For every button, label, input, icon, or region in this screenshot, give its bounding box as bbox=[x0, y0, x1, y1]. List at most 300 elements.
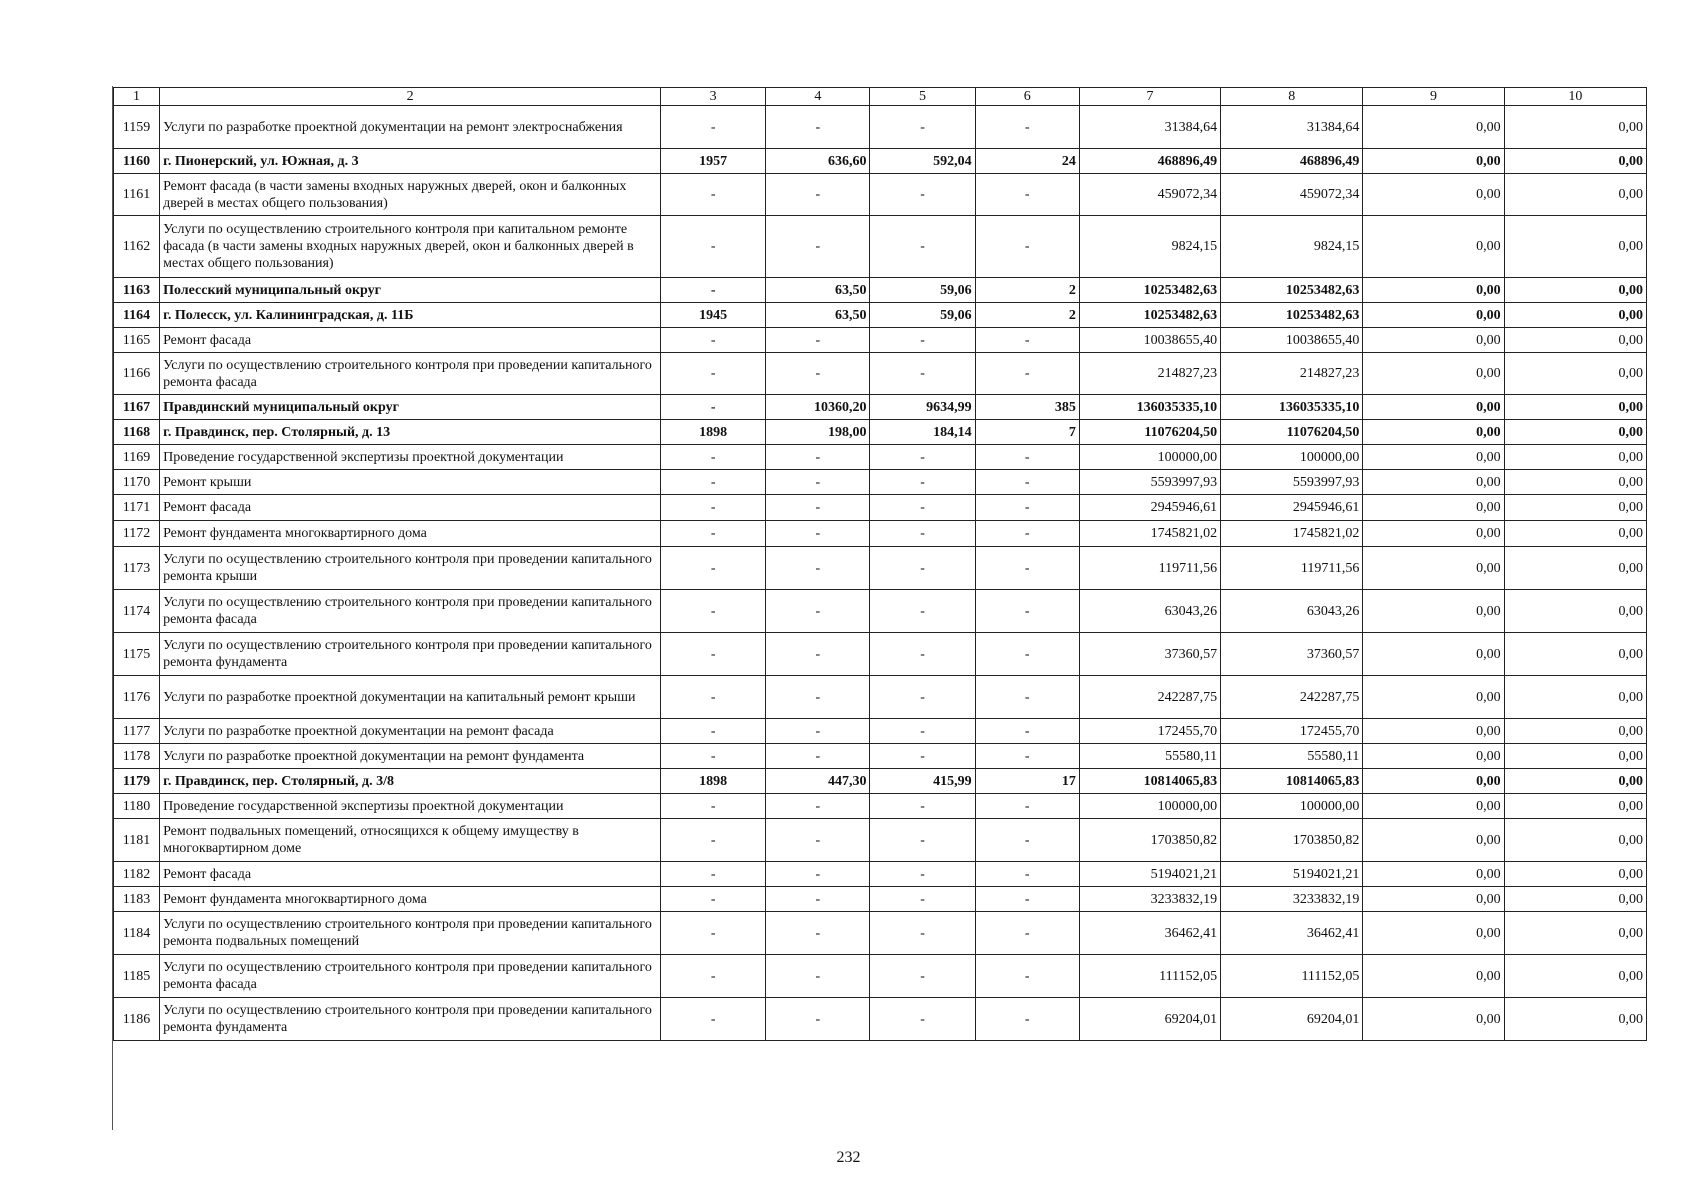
description-cell: Ремонт подвальных помещений, относящихся к общему имуществу в многоквартирном доме bbox=[160, 819, 661, 862]
description-cell: Ремонт фундамента многоквартирного дома bbox=[160, 887, 661, 912]
year-cell: - bbox=[661, 216, 766, 278]
area-total-cell: 63,50 bbox=[766, 278, 870, 303]
table-row bbox=[114, 676, 1647, 719]
cost-budget-cell: 0,00 bbox=[1363, 547, 1504, 590]
row-number-cell: 1162 bbox=[114, 216, 160, 278]
description-cell: Проведение государственной экспертизы проектной документации bbox=[160, 794, 661, 819]
table-row bbox=[114, 278, 1647, 303]
cost-owners-cell: 0,00 bbox=[1504, 420, 1646, 445]
table-row bbox=[114, 353, 1647, 395]
residents-cell: - bbox=[975, 744, 1079, 769]
table-row bbox=[114, 719, 1647, 744]
area-living-cell: - bbox=[870, 744, 975, 769]
cost-fund-cell: 10814065,83 bbox=[1221, 769, 1363, 794]
residents-cell: - bbox=[975, 547, 1079, 590]
area-total-cell: 198,00 bbox=[766, 420, 870, 445]
row-number-cell: 1172 bbox=[114, 521, 160, 547]
cost-owners-cell: 0,00 bbox=[1504, 547, 1646, 590]
cost-fund-cell: 10253482,63 bbox=[1221, 303, 1363, 328]
cost-total-cell: 31384,64 bbox=[1079, 106, 1220, 149]
column-header: 3 bbox=[661, 88, 766, 106]
cost-owners-cell: 0,00 bbox=[1504, 470, 1646, 495]
cost-total-cell: 1703850,82 bbox=[1079, 819, 1220, 862]
year-cell: - bbox=[661, 955, 766, 998]
residents-cell: - bbox=[975, 328, 1079, 353]
area-total-cell: - bbox=[766, 912, 870, 955]
table-row bbox=[114, 794, 1647, 819]
year-cell: - bbox=[661, 278, 766, 303]
description-cell: Услуги по осуществлению строительного контроля при проведении капитального ремонта крыши bbox=[160, 547, 661, 590]
cost-fund-cell: 100000,00 bbox=[1221, 794, 1363, 819]
residents-cell: - bbox=[975, 955, 1079, 998]
row-number-cell: 1181 bbox=[114, 819, 160, 862]
area-total-cell: - bbox=[766, 590, 870, 633]
cost-fund-cell: 63043,26 bbox=[1221, 590, 1363, 633]
table-row bbox=[114, 769, 1647, 794]
description-cell: Услуги по разработке проектной документации на ремонт фундамента bbox=[160, 744, 661, 769]
row-number-cell: 1176 bbox=[114, 676, 160, 719]
area-living-cell: - bbox=[870, 328, 975, 353]
year-cell: - bbox=[661, 862, 766, 887]
area-total-cell: - bbox=[766, 819, 870, 862]
cost-total-cell: 10253482,63 bbox=[1079, 278, 1220, 303]
cost-fund-cell: 5194021,21 bbox=[1221, 862, 1363, 887]
cost-budget-cell: 0,00 bbox=[1363, 769, 1504, 794]
year-cell: - bbox=[661, 353, 766, 395]
residents-cell: - bbox=[975, 495, 1079, 521]
description-cell: Услуги по осуществлению строительного контроля при проведении капитального ремонта фундамента bbox=[160, 633, 661, 676]
cost-budget-cell: 0,00 bbox=[1363, 794, 1504, 819]
residents-cell: 2 bbox=[975, 278, 1079, 303]
area-living-cell: - bbox=[870, 353, 975, 395]
cost-owners-cell: 0,00 bbox=[1504, 769, 1646, 794]
residents-cell: - bbox=[975, 633, 1079, 676]
year-cell: - bbox=[661, 445, 766, 470]
cost-total-cell: 468896,49 bbox=[1079, 149, 1220, 174]
cost-owners-cell: 0,00 bbox=[1504, 216, 1646, 278]
row-number-cell: 1166 bbox=[114, 353, 160, 395]
cost-owners-cell: 0,00 bbox=[1504, 912, 1646, 955]
column-header: 4 bbox=[766, 88, 870, 106]
row-number-cell: 1185 bbox=[114, 955, 160, 998]
cost-owners-cell: 0,00 bbox=[1504, 633, 1646, 676]
cost-fund-cell: 214827,23 bbox=[1221, 353, 1363, 395]
area-total-cell: - bbox=[766, 887, 870, 912]
cost-owners-cell: 0,00 bbox=[1504, 278, 1646, 303]
cost-budget-cell: 0,00 bbox=[1363, 328, 1504, 353]
cost-budget-cell: 0,00 bbox=[1363, 445, 1504, 470]
area-total-cell: - bbox=[766, 998, 870, 1041]
year-cell: - bbox=[661, 719, 766, 744]
row-number-cell: 1182 bbox=[114, 862, 160, 887]
residents-cell: 2 bbox=[975, 303, 1079, 328]
description-cell: Услуги по осуществлению строительного контроля при проведении капитального ремонта подвальных помещений bbox=[160, 912, 661, 955]
area-living-cell: - bbox=[870, 470, 975, 495]
description-cell: Услуги по осуществлению строительного контроля при капитальном ремонте фасада (в части замены входных наружных дверей, окон и балконных дверей в местах общего пользования) bbox=[160, 216, 661, 278]
table-row bbox=[114, 633, 1647, 676]
table-row bbox=[114, 744, 1647, 769]
cost-fund-cell: 1703850,82 bbox=[1221, 819, 1363, 862]
cost-total-cell: 459072,34 bbox=[1079, 174, 1220, 216]
column-header: 2 bbox=[160, 88, 661, 106]
cost-budget-cell: 0,00 bbox=[1363, 819, 1504, 862]
year-cell: - bbox=[661, 328, 766, 353]
area-living-cell: - bbox=[870, 445, 975, 470]
cost-fund-cell: 3233832,19 bbox=[1221, 887, 1363, 912]
area-living-cell: - bbox=[870, 547, 975, 590]
table-row bbox=[114, 395, 1647, 420]
table-row bbox=[114, 495, 1647, 521]
cost-total-cell: 172455,70 bbox=[1079, 719, 1220, 744]
cost-budget-cell: 0,00 bbox=[1363, 998, 1504, 1041]
area-total-cell: - bbox=[766, 547, 870, 590]
residents-cell: 24 bbox=[975, 149, 1079, 174]
area-total-cell: - bbox=[766, 328, 870, 353]
cost-total-cell: 100000,00 bbox=[1079, 794, 1220, 819]
cost-budget-cell: 0,00 bbox=[1363, 633, 1504, 676]
cost-owners-cell: 0,00 bbox=[1504, 955, 1646, 998]
description-cell: Ремонт фундамента многоквартирного дома bbox=[160, 521, 661, 547]
year-cell: - bbox=[661, 744, 766, 769]
cost-budget-cell: 0,00 bbox=[1363, 353, 1504, 395]
area-living-cell: - bbox=[870, 216, 975, 278]
description-cell: Ремонт фасада bbox=[160, 495, 661, 521]
cost-owners-cell: 0,00 bbox=[1504, 303, 1646, 328]
column-header: 9 bbox=[1363, 88, 1504, 106]
cost-fund-cell: 10038655,40 bbox=[1221, 328, 1363, 353]
area-living-cell: - bbox=[870, 106, 975, 149]
description-cell: Проведение государственной экспертизы проектной документации bbox=[160, 445, 661, 470]
cost-budget-cell: 0,00 bbox=[1363, 955, 1504, 998]
table-row bbox=[114, 819, 1647, 862]
cost-owners-cell: 0,00 bbox=[1504, 395, 1646, 420]
row-number-cell: 1179 bbox=[114, 769, 160, 794]
area-living-cell: 59,06 bbox=[870, 303, 975, 328]
cost-owners-cell: 0,00 bbox=[1504, 794, 1646, 819]
area-living-cell: - bbox=[870, 955, 975, 998]
area-living-cell: - bbox=[870, 676, 975, 719]
year-cell: - bbox=[661, 106, 766, 149]
table-row bbox=[114, 174, 1647, 216]
cost-total-cell: 214827,23 bbox=[1079, 353, 1220, 395]
cost-budget-cell: 0,00 bbox=[1363, 862, 1504, 887]
cost-total-cell: 36462,41 bbox=[1079, 912, 1220, 955]
cost-owners-cell: 0,00 bbox=[1504, 998, 1646, 1041]
cost-owners-cell: 0,00 bbox=[1504, 521, 1646, 547]
cost-budget-cell: 0,00 bbox=[1363, 278, 1504, 303]
cost-budget-cell: 0,00 bbox=[1363, 744, 1504, 769]
description-cell: Правдинский муниципальный округ bbox=[160, 395, 661, 420]
cost-owners-cell: 0,00 bbox=[1504, 590, 1646, 633]
table-row bbox=[114, 521, 1647, 547]
year-cell: - bbox=[661, 495, 766, 521]
residents-cell: - bbox=[975, 819, 1079, 862]
cost-owners-cell: 0,00 bbox=[1504, 744, 1646, 769]
row-number-cell: 1174 bbox=[114, 590, 160, 633]
row-number-cell: 1186 bbox=[114, 998, 160, 1041]
description-cell: Услуги по осуществлению строительного контроля при проведении капитального ремонта фасада bbox=[160, 590, 661, 633]
year-cell: - bbox=[661, 819, 766, 862]
cost-owners-cell: 0,00 bbox=[1504, 495, 1646, 521]
year-cell: 1957 bbox=[661, 149, 766, 174]
year-cell: - bbox=[661, 395, 766, 420]
area-total-cell: 447,30 bbox=[766, 769, 870, 794]
row-number-cell: 1175 bbox=[114, 633, 160, 676]
year-cell: - bbox=[661, 998, 766, 1041]
cost-total-cell: 69204,01 bbox=[1079, 998, 1220, 1041]
cost-owners-cell: 0,00 bbox=[1504, 676, 1646, 719]
cost-owners-cell: 0,00 bbox=[1504, 174, 1646, 216]
cost-fund-cell: 37360,57 bbox=[1221, 633, 1363, 676]
cost-budget-cell: 0,00 bbox=[1363, 420, 1504, 445]
area-living-cell: - bbox=[870, 495, 975, 521]
cost-budget-cell: 0,00 bbox=[1363, 521, 1504, 547]
table-row bbox=[114, 912, 1647, 955]
residents-cell: - bbox=[975, 521, 1079, 547]
page-number: 232 bbox=[836, 1149, 861, 1166]
area-living-cell: 59,06 bbox=[870, 278, 975, 303]
cost-owners-cell: 0,00 bbox=[1504, 353, 1646, 395]
row-number-cell: 1184 bbox=[114, 912, 160, 955]
residents-cell: - bbox=[975, 470, 1079, 495]
cost-total-cell: 119711,56 bbox=[1079, 547, 1220, 590]
area-total-cell: - bbox=[766, 470, 870, 495]
area-living-cell: 184,14 bbox=[870, 420, 975, 445]
cost-owners-cell: 0,00 bbox=[1504, 819, 1646, 862]
year-cell: - bbox=[661, 794, 766, 819]
table-row bbox=[114, 149, 1647, 174]
residents-cell: - bbox=[975, 353, 1079, 395]
cost-fund-cell: 10253482,63 bbox=[1221, 278, 1363, 303]
area-total-cell: - bbox=[766, 633, 870, 676]
cost-budget-cell: 0,00 bbox=[1363, 887, 1504, 912]
table-row bbox=[114, 547, 1647, 590]
column-header: 5 bbox=[870, 88, 975, 106]
residents-cell: - bbox=[975, 794, 1079, 819]
cost-total-cell: 9824,15 bbox=[1079, 216, 1220, 278]
table-row bbox=[114, 420, 1647, 445]
description-cell: Услуги по осуществлению строительного контроля при проведении капитального ремонта фасада bbox=[160, 353, 661, 395]
description-cell: Услуги по разработке проектной документации на капитальный ремонт крыши bbox=[160, 676, 661, 719]
description-cell: Услуги по разработке проектной документации на ремонт фасада bbox=[160, 719, 661, 744]
residents-cell: - bbox=[975, 998, 1079, 1041]
cost-budget-cell: 0,00 bbox=[1363, 174, 1504, 216]
table-row bbox=[114, 303, 1647, 328]
cost-budget-cell: 0,00 bbox=[1363, 470, 1504, 495]
cost-fund-cell: 1745821,02 bbox=[1221, 521, 1363, 547]
column-number-header-row bbox=[114, 88, 1647, 106]
cost-total-cell: 136035335,10 bbox=[1079, 395, 1220, 420]
residents-cell: - bbox=[975, 445, 1079, 470]
cost-fund-cell: 36462,41 bbox=[1221, 912, 1363, 955]
cost-budget-cell: 0,00 bbox=[1363, 303, 1504, 328]
table-row bbox=[114, 328, 1647, 353]
table-body bbox=[114, 88, 1647, 1041]
table-row bbox=[114, 862, 1647, 887]
year-cell: - bbox=[661, 633, 766, 676]
area-living-cell: - bbox=[870, 862, 975, 887]
cost-fund-cell: 172455,70 bbox=[1221, 719, 1363, 744]
description-cell: Услуги по осуществлению строительного контроля при проведении капитального ремонта фундамента bbox=[160, 998, 661, 1041]
description-cell: Полесский муниципальный округ bbox=[160, 278, 661, 303]
row-number-cell: 1160 bbox=[114, 149, 160, 174]
area-living-cell: - bbox=[870, 819, 975, 862]
cost-total-cell: 55580,11 bbox=[1079, 744, 1220, 769]
year-cell: - bbox=[661, 887, 766, 912]
cost-budget-cell: 0,00 bbox=[1363, 149, 1504, 174]
row-number-cell: 1159 bbox=[114, 106, 160, 149]
cost-owners-cell: 0,00 bbox=[1504, 328, 1646, 353]
residents-cell: 385 bbox=[975, 395, 1079, 420]
cost-fund-cell: 5593997,93 bbox=[1221, 470, 1363, 495]
residents-cell: - bbox=[975, 887, 1079, 912]
cost-budget-cell: 0,00 bbox=[1363, 590, 1504, 633]
table-row bbox=[114, 216, 1647, 278]
cost-total-cell: 11076204,50 bbox=[1079, 420, 1220, 445]
row-number-cell: 1170 bbox=[114, 470, 160, 495]
cost-fund-cell: 55580,11 bbox=[1221, 744, 1363, 769]
row-number-cell: 1161 bbox=[114, 174, 160, 216]
cost-budget-cell: 0,00 bbox=[1363, 719, 1504, 744]
cost-total-cell: 37360,57 bbox=[1079, 633, 1220, 676]
area-total-cell: 10360,20 bbox=[766, 395, 870, 420]
description-cell: Ремонт крыши bbox=[160, 470, 661, 495]
area-total-cell: - bbox=[766, 676, 870, 719]
area-total-cell: - bbox=[766, 744, 870, 769]
residents-cell: - bbox=[975, 912, 1079, 955]
description-cell: Услуги по осуществлению строительного контроля при проведении капитального ремонта фасада bbox=[160, 955, 661, 998]
table-row bbox=[114, 955, 1647, 998]
area-total-cell: - bbox=[766, 955, 870, 998]
table-row bbox=[114, 998, 1647, 1041]
area-total-cell: - bbox=[766, 794, 870, 819]
residents-cell: 17 bbox=[975, 769, 1079, 794]
residents-cell: - bbox=[975, 719, 1079, 744]
cost-owners-cell: 0,00 bbox=[1504, 106, 1646, 149]
year-cell: - bbox=[661, 912, 766, 955]
cost-total-cell: 3233832,19 bbox=[1079, 887, 1220, 912]
cost-total-cell: 5194021,21 bbox=[1079, 862, 1220, 887]
cost-fund-cell: 136035335,10 bbox=[1221, 395, 1363, 420]
cost-fund-cell: 2945946,61 bbox=[1221, 495, 1363, 521]
cost-budget-cell: 0,00 bbox=[1363, 106, 1504, 149]
cost-fund-cell: 111152,05 bbox=[1221, 955, 1363, 998]
residents-cell: - bbox=[975, 174, 1079, 216]
year-cell: - bbox=[661, 174, 766, 216]
area-total-cell: - bbox=[766, 521, 870, 547]
row-number-cell: 1165 bbox=[114, 328, 160, 353]
area-living-cell: - bbox=[870, 590, 975, 633]
area-total-cell: - bbox=[766, 174, 870, 216]
area-living-cell: - bbox=[870, 887, 975, 912]
cost-fund-cell: 242287,75 bbox=[1221, 676, 1363, 719]
row-number-cell: 1163 bbox=[114, 278, 160, 303]
cost-total-cell: 100000,00 bbox=[1079, 445, 1220, 470]
row-number-cell: 1183 bbox=[114, 887, 160, 912]
description-cell: Ремонт фасада bbox=[160, 862, 661, 887]
cost-total-cell: 111152,05 bbox=[1079, 955, 1220, 998]
residents-cell: - bbox=[975, 216, 1079, 278]
table-row bbox=[114, 887, 1647, 912]
year-cell: - bbox=[661, 676, 766, 719]
column-header: 6 bbox=[975, 88, 1079, 106]
column-header: 8 bbox=[1221, 88, 1363, 106]
area-total-cell: - bbox=[766, 353, 870, 395]
row-number-cell: 1169 bbox=[114, 445, 160, 470]
column-header: 1 bbox=[114, 88, 160, 106]
cost-total-cell: 10038655,40 bbox=[1079, 328, 1220, 353]
cost-budget-cell: 0,00 bbox=[1363, 912, 1504, 955]
area-living-cell: 415,99 bbox=[870, 769, 975, 794]
residents-cell: 7 bbox=[975, 420, 1079, 445]
cost-fund-cell: 31384,64 bbox=[1221, 106, 1363, 149]
area-total-cell: - bbox=[766, 862, 870, 887]
year-cell: 1898 bbox=[661, 769, 766, 794]
area-living-cell: - bbox=[870, 174, 975, 216]
cost-fund-cell: 9824,15 bbox=[1221, 216, 1363, 278]
residents-cell: - bbox=[975, 862, 1079, 887]
cost-fund-cell: 100000,00 bbox=[1221, 445, 1363, 470]
cost-owners-cell: 0,00 bbox=[1504, 887, 1646, 912]
year-cell: 1945 bbox=[661, 303, 766, 328]
row-number-cell: 1171 bbox=[114, 495, 160, 521]
row-number-cell: 1164 bbox=[114, 303, 160, 328]
row-number-cell: 1167 bbox=[114, 395, 160, 420]
area-total-cell: - bbox=[766, 495, 870, 521]
column-header: 10 bbox=[1504, 88, 1646, 106]
area-living-cell: - bbox=[870, 912, 975, 955]
row-number-cell: 1168 bbox=[114, 420, 160, 445]
cost-fund-cell: 11076204,50 bbox=[1221, 420, 1363, 445]
area-living-cell: - bbox=[870, 794, 975, 819]
year-cell: 1898 bbox=[661, 420, 766, 445]
area-living-cell: - bbox=[870, 719, 975, 744]
area-total-cell: - bbox=[766, 216, 870, 278]
cost-budget-cell: 0,00 bbox=[1363, 216, 1504, 278]
area-total-cell: - bbox=[766, 719, 870, 744]
description-cell: г. Пионерский, ул. Южная, д. 3 bbox=[160, 149, 661, 174]
year-cell: - bbox=[661, 470, 766, 495]
cost-owners-cell: 0,00 bbox=[1504, 719, 1646, 744]
area-living-cell: - bbox=[870, 633, 975, 676]
description-cell: г. Правдинск, пер. Столярный, д. 13 bbox=[160, 420, 661, 445]
area-living-cell: 592,04 bbox=[870, 149, 975, 174]
area-living-cell: 9634,99 bbox=[870, 395, 975, 420]
cost-fund-cell: 119711,56 bbox=[1221, 547, 1363, 590]
residents-cell: - bbox=[975, 106, 1079, 149]
description-cell: Услуги по разработке проектной документации на ремонт электроснабжения bbox=[160, 106, 661, 149]
document-table bbox=[113, 87, 1647, 1041]
year-cell: - bbox=[661, 547, 766, 590]
table-row bbox=[114, 470, 1647, 495]
cost-fund-cell: 459072,34 bbox=[1221, 174, 1363, 216]
description-cell: Ремонт фасада bbox=[160, 328, 661, 353]
residents-cell: - bbox=[975, 676, 1079, 719]
area-total-cell: - bbox=[766, 106, 870, 149]
residents-cell: - bbox=[975, 590, 1079, 633]
cost-total-cell: 5593997,93 bbox=[1079, 470, 1220, 495]
description-cell: г. Полесск, ул. Калининградская, д. 11Б bbox=[160, 303, 661, 328]
row-number-cell: 1178 bbox=[114, 744, 160, 769]
table-row bbox=[114, 106, 1647, 149]
cost-total-cell: 63043,26 bbox=[1079, 590, 1220, 633]
area-total-cell: - bbox=[766, 445, 870, 470]
row-number-cell: 1180 bbox=[114, 794, 160, 819]
area-total-cell: 63,50 bbox=[766, 303, 870, 328]
area-living-cell: - bbox=[870, 521, 975, 547]
area-living-cell: - bbox=[870, 998, 975, 1041]
description-cell: г. Правдинск, пер. Столярный, д. 3/8 bbox=[160, 769, 661, 794]
